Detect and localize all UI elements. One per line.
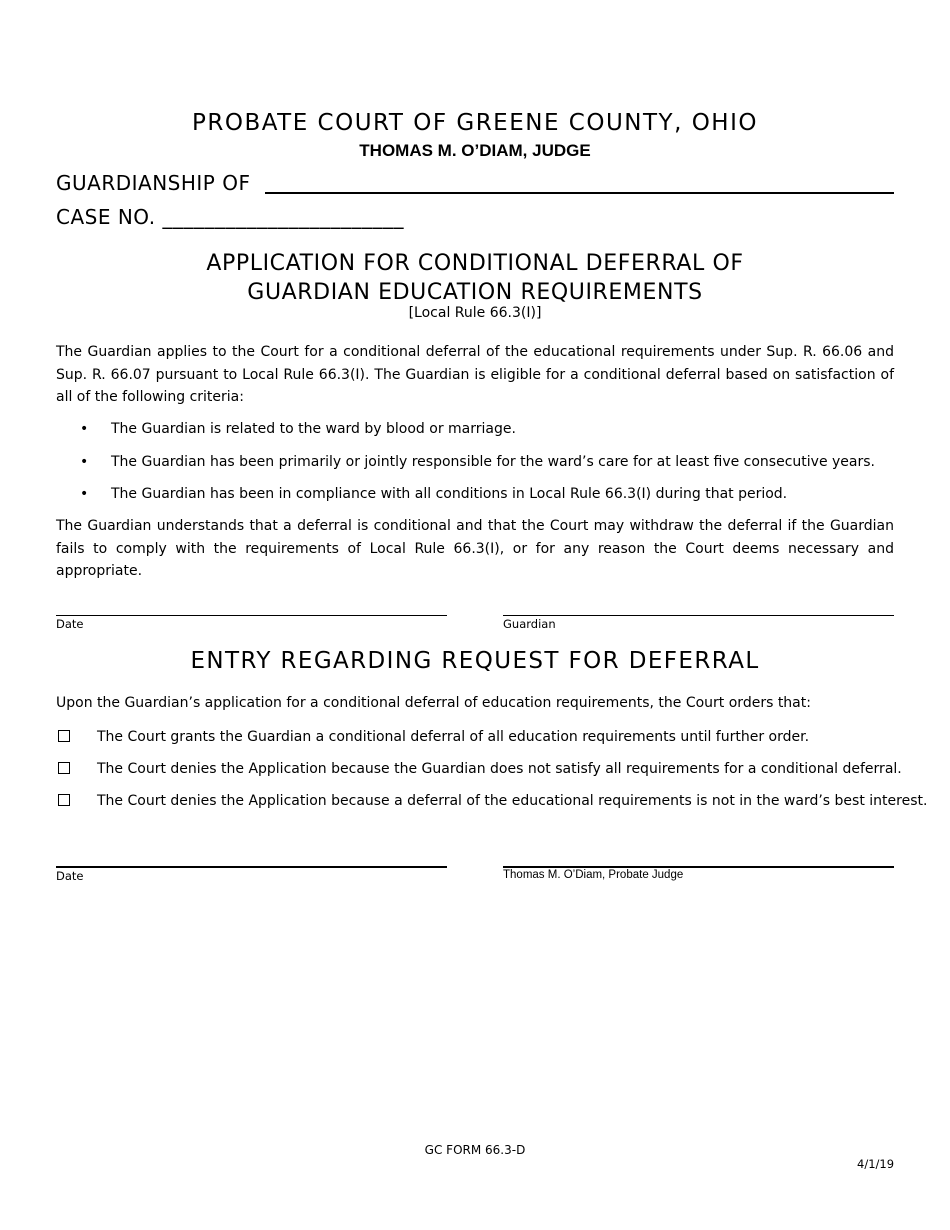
criterion-text: The Guardian is related to the ward by blood or marriage. (111, 421, 516, 437)
entry-date-line[interactable] (56, 866, 447, 868)
criterion-text: The Guardian has been in compliance with all conditions in Local Rule 66.3(I) during that period. (111, 486, 788, 502)
order-option-deny-best-interest[interactable] (56, 790, 928, 812)
bullet-icon: • (80, 453, 89, 470)
guardian-signature-label: Guardian (503, 617, 556, 631)
list-item (80, 483, 900, 516)
form-id: GC FORM 66.3-D (424, 1143, 526, 1157)
order-option-label: The Court grants the Guardian a conditional deferral of all education requirements until further order. (97, 729, 810, 745)
list-item (80, 418, 900, 451)
order-option-label: The Court denies the Application because the Guardian does not satisfy all requirements for a conditional deferral. (97, 761, 902, 777)
order-option-deny-requirements[interactable] (56, 758, 906, 780)
criterion-text: The Guardian has been primarily or jointly responsible for the ward’s care for at least five consecutive years. (111, 453, 875, 470)
application-title-line1: APPLICATION FOR CONDITIONAL DEFERRAL OF (206, 251, 744, 276)
checkbox[interactable] (58, 762, 70, 774)
entry-title: ENTRY REGARDING REQUEST FOR DEFERRAL (190, 648, 760, 674)
application-closing: The Guardian understands that a deferral is conditional and that the Court may withdraw the deferral if the Guardian fails to comply with the requirements of Local Rule 66.3(I), or for any reason the Court deems necessary and appropriate. (56, 518, 894, 579)
list-item (80, 451, 900, 484)
criteria-list (80, 418, 900, 516)
case-number-field[interactable]: CASE NO. _______________________ (56, 205, 404, 229)
judge-signature-line[interactable] (503, 866, 894, 868)
judge-name: THOMAS M. O’DIAM, JUDGE (359, 141, 591, 160)
application-title (0, 249, 950, 307)
bullet-icon: • (80, 421, 89, 437)
entry-intro: Upon the Guardian’s application for a conditional deferral of education requirements, the Court orders that: (56, 695, 811, 711)
bullet-icon: • (80, 486, 89, 502)
court-name: PROBATE COURT OF GREENE COUNTY, OHIO (191, 110, 758, 136)
order-option-label: The Court denies the Application because a deferral of the educational requirements is not in the ward’s best interest. (97, 793, 928, 809)
guardianship-field[interactable] (265, 192, 894, 194)
application-title-line2: GUARDIAN EDUCATION REQUIREMENTS (247, 280, 703, 305)
revision-date: 4/1/19 (857, 1157, 895, 1171)
checkbox[interactable] (58, 794, 70, 806)
judge-signature-label: Thomas M. O’Diam, Probate Judge (503, 869, 684, 881)
guardian-signature-line[interactable] (503, 615, 894, 616)
checkbox[interactable] (58, 730, 70, 742)
application-date-line[interactable] (56, 615, 447, 616)
guardianship-label: GUARDIANSHIP OF (56, 171, 251, 195)
application-date-label: Date (56, 617, 84, 631)
local-rule-reference: [Local Rule 66.3(I)] (408, 305, 542, 321)
entry-date-label: Date (56, 869, 84, 883)
application-intro: The Guardian applies to the Court for a conditional deferral of the educational requirements under Sup. R. 66.06 and Sup. R. 66.07 pursuant to Local Rule 66.3(I). The Guardian is eligible for a conditional deferral based on satisfaction of all of the following criteria: (56, 344, 894, 405)
order-option-grant[interactable] (56, 726, 906, 748)
